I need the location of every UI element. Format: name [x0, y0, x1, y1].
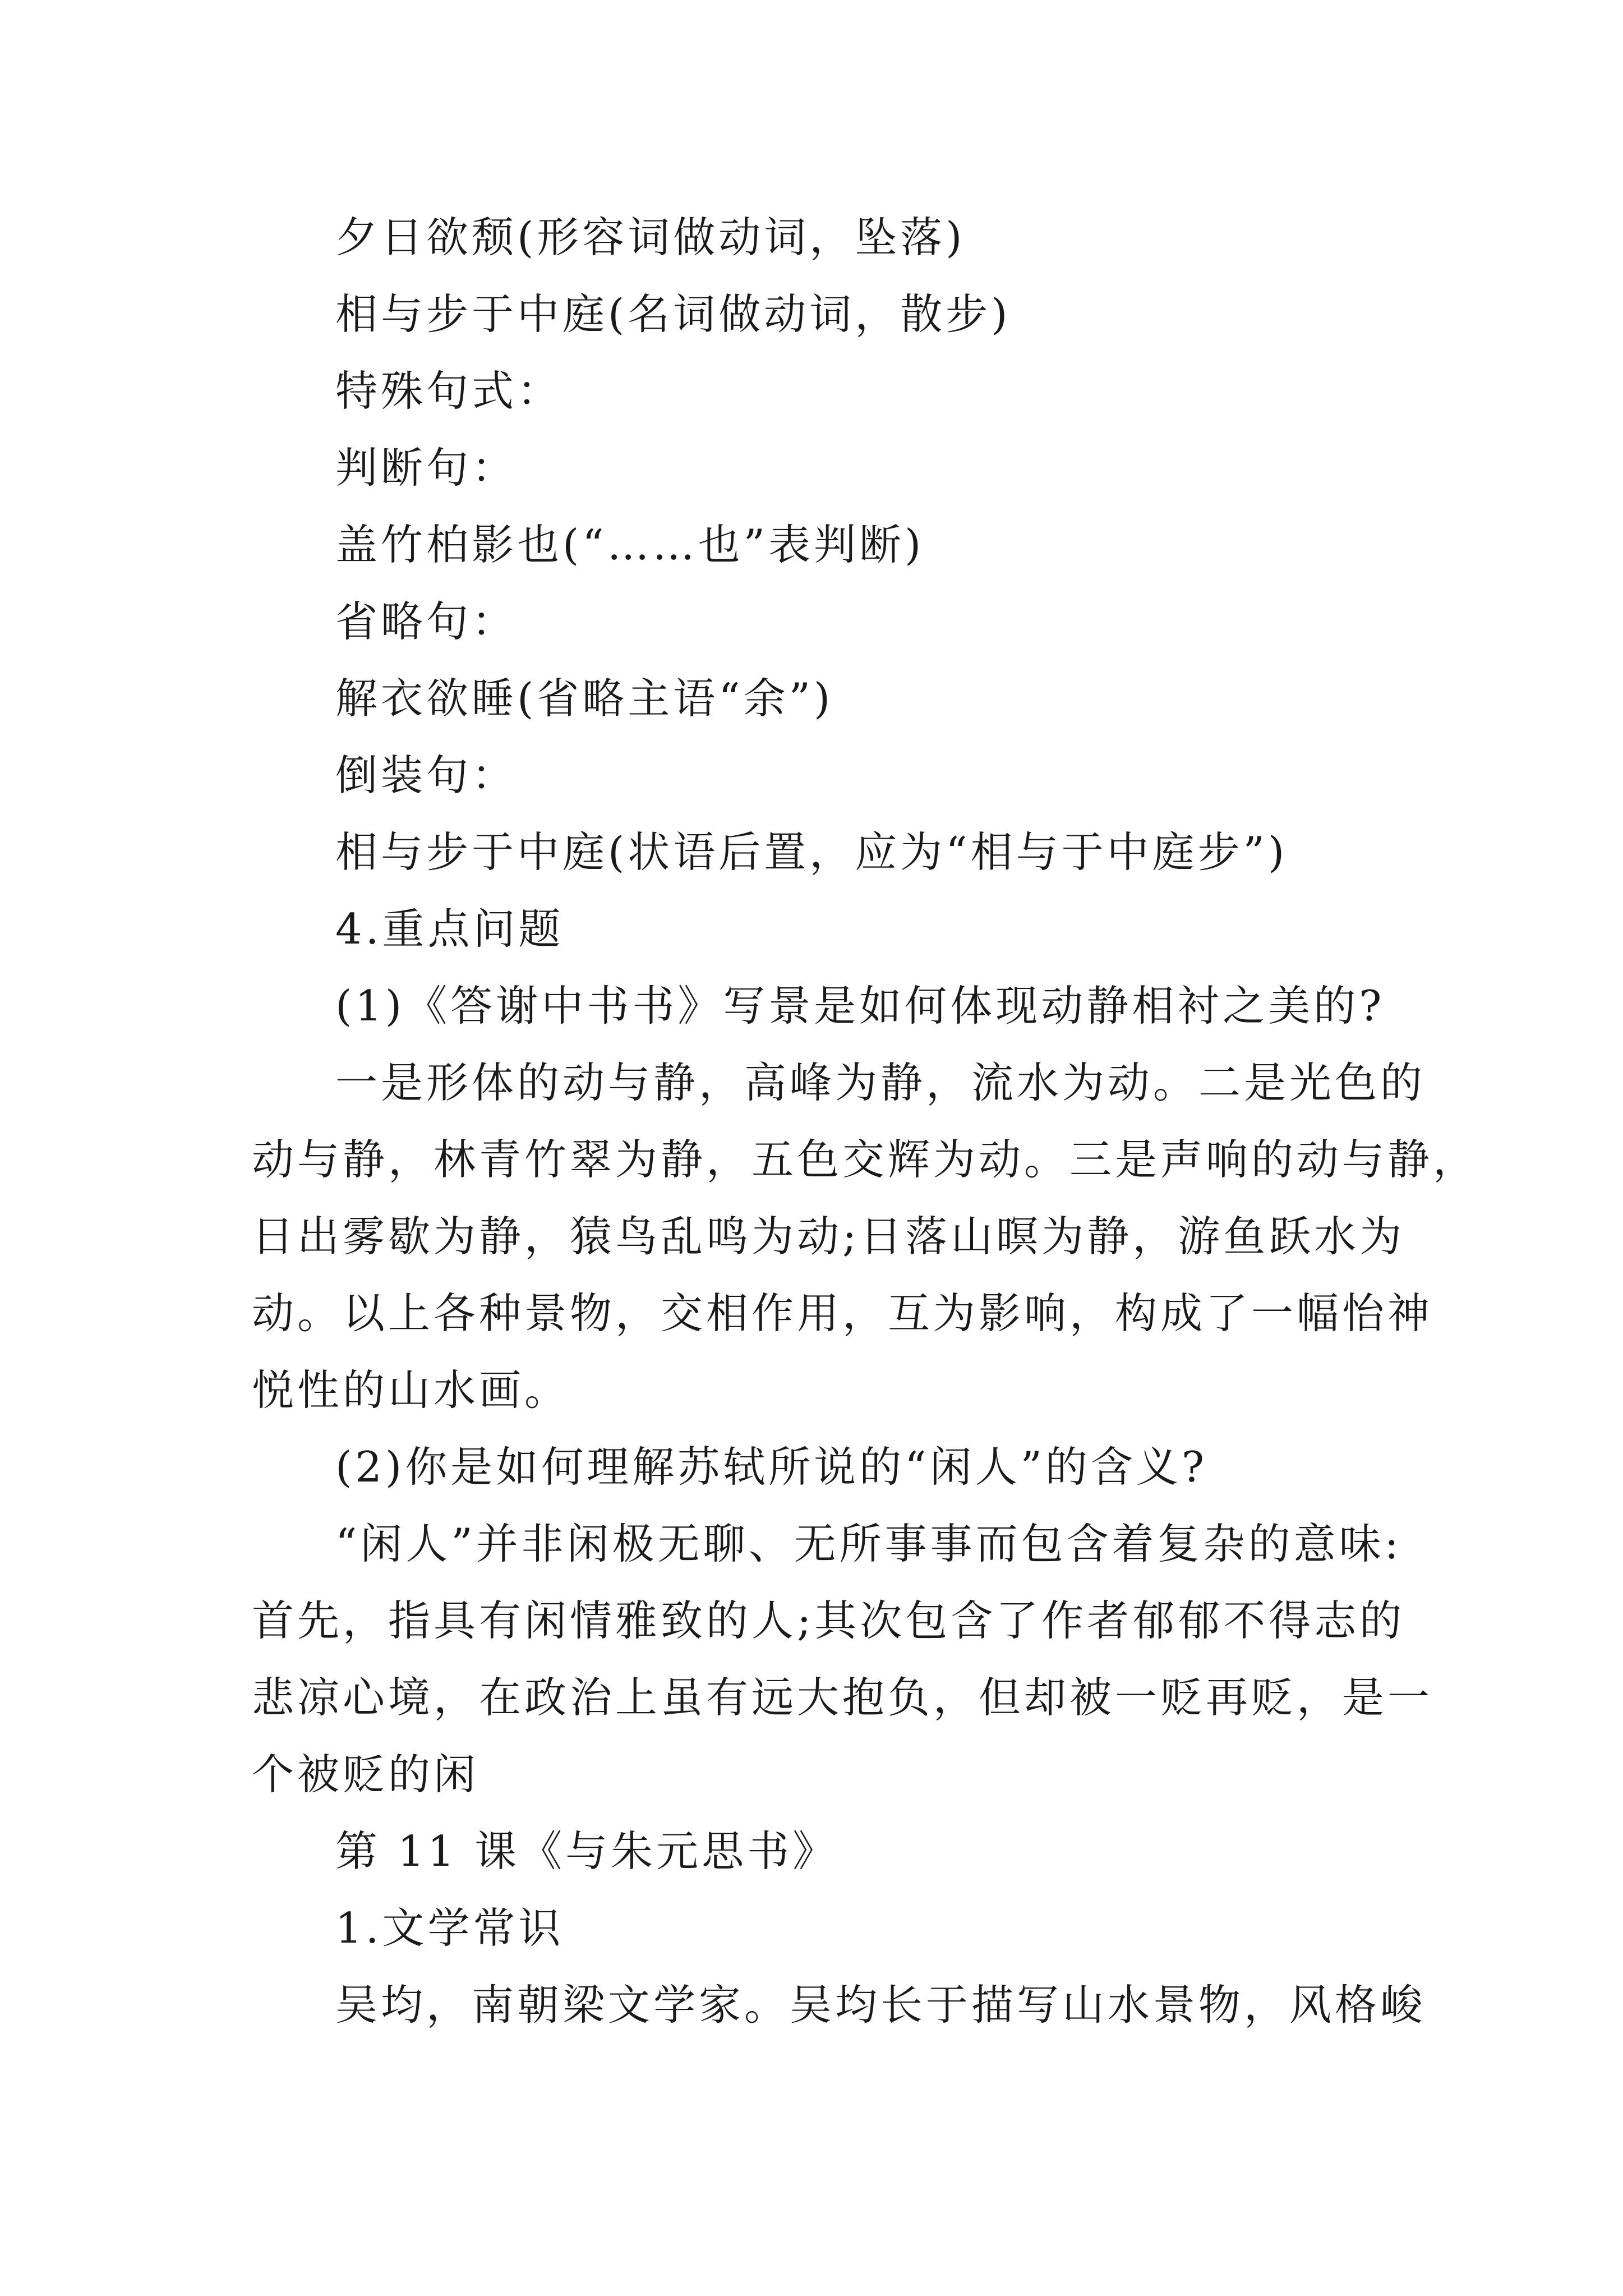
- section-heading: 4.重点问题: [335, 904, 564, 954]
- text-line: 判断句：: [335, 443, 518, 493]
- question-heading: (1)《答谢中书书》写景是如何体现动静相衬之美的?: [335, 981, 1385, 1030]
- paragraph-line: 吴均，南朝梁文学家。吴均长于描写山水景物，风格峻: [335, 1980, 1426, 2030]
- paragraph-line: 悲凉心境，在政治上虽有远大抱负，但却被一贬再贬，是一: [252, 1673, 1433, 1722]
- document-body: [252, 199, 1479, 2044]
- text-line: 特殊句式：: [335, 366, 563, 416]
- lesson-title: 第 11 课《与朱元思书》: [335, 1826, 838, 1876]
- paragraph-line: 动与静，林青竹翠为静，五色交辉为动。三是声响的动与静，: [252, 1135, 1479, 1184]
- section-heading: 1.文学常识: [335, 1903, 564, 1953]
- text-line: 省略句：: [335, 597, 518, 646]
- text-line: 盖竹柏影也(“……也”表判断): [335, 520, 925, 569]
- paragraph-line: 个被贬的闲: [252, 1750, 479, 1799]
- paragraph-line: 一是形体的动与静，高峰为静，流水为动。二是光色的: [335, 1058, 1426, 1107]
- paragraph-line: 日出雾歇为静，猿鸟乱鸣为动;日落山暝为静，游鱼跃水为: [252, 1212, 1405, 1261]
- paragraph-line: 悦性的山水画。: [252, 1365, 570, 1415]
- text-line: 相与步于中庭(名词做动词，散步): [335, 289, 1011, 339]
- paragraph-line: “闲人”并非闲极无聊、无所事事而包含着复杂的意味:: [335, 1519, 1402, 1568]
- text-line: 夕日欲颓(形容词做动词，坠落): [335, 213, 966, 262]
- paragraph-line: 首先，指具有闲情雅致的人;其次包含了作者郁郁不得志的: [252, 1596, 1405, 1645]
- text-line: 相与步于中庭(状语后置，应为“相与于中庭步”): [335, 827, 1288, 877]
- text-line: 倒装句：: [335, 751, 518, 800]
- question-heading: (2)你是如何理解苏轼所说的“闲人”的含义?: [335, 1442, 1208, 1492]
- paragraph-line: 动。以上各种景物，交相作用，互为影响，构成了一幅怡神: [252, 1289, 1433, 1338]
- text-line: 解衣欲睡(省略主语“余”): [335, 674, 834, 723]
